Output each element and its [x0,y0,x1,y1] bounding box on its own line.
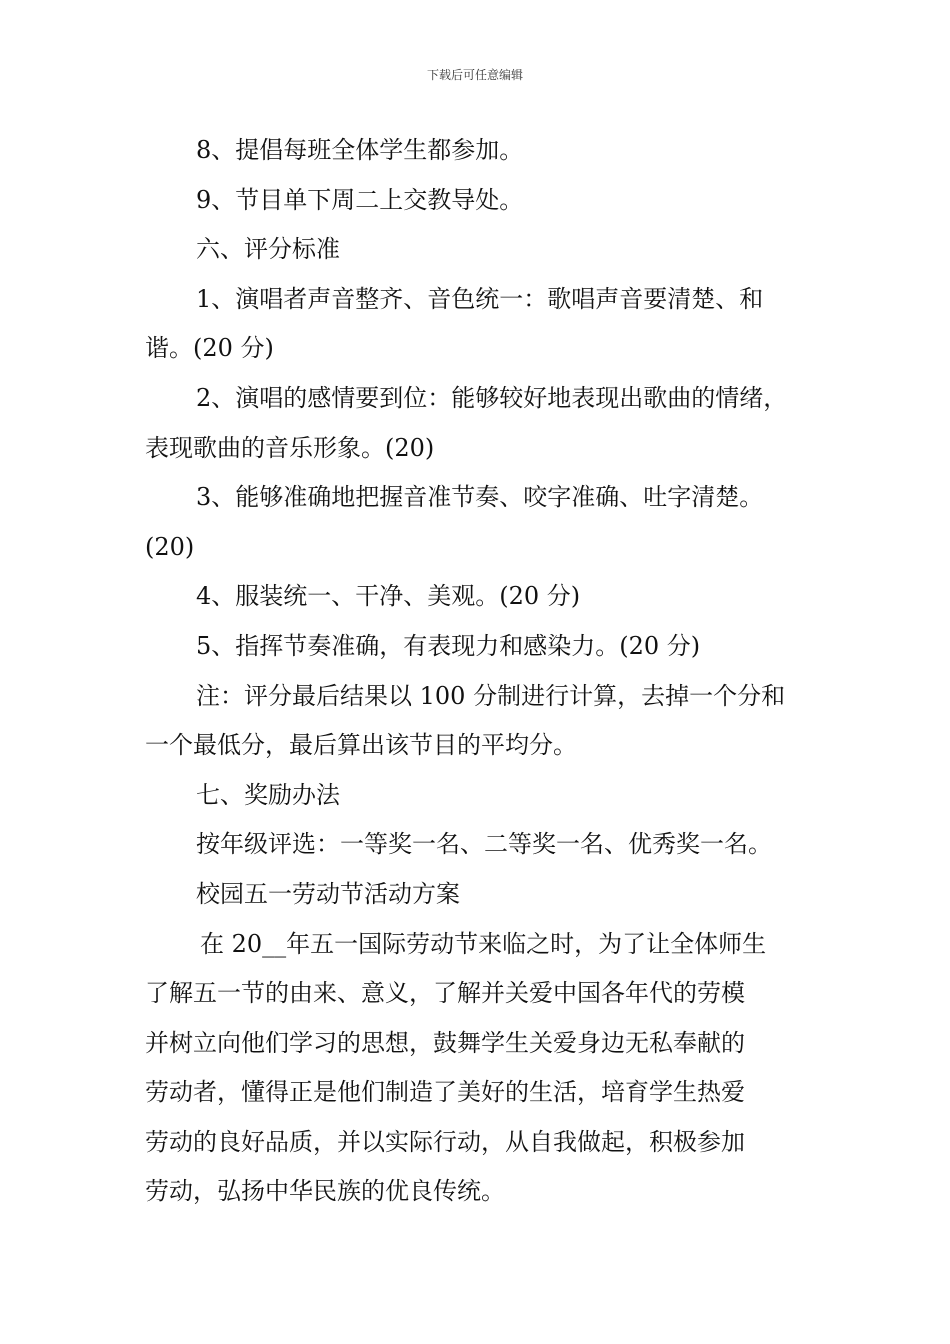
section-heading: 校园五一劳动节活动方案 [196,879,460,908]
text-line: 按年级评选：一等奖一名、二等奖一名、优秀奖一名。 [196,830,772,859]
text-line: 4、服装统一、干净、美观。(20 分) [196,582,581,611]
page-header: 下载后可任意编辑 [426,68,523,82]
text-line: 3、能够准确地把握音准节奏、咬字准确、吐字清楚。 [196,483,764,512]
text-line: 2、演唱的感情要到位：能够较好地表现出歌曲的情绪， [196,383,788,412]
text-line: 并树立向他们学习的思想，鼓舞学生关爱身边无私奉献的 [145,1028,745,1057]
text-line: 5、指挥节奏准确，有表现力和感染力。(20 分) [196,631,701,660]
text-line: 1、演唱者声音整齐、音色统一：歌唱声音要清楚、和 [196,284,764,313]
section-heading: 七、奖励办法 [196,780,340,809]
text-line: 表现歌曲的音乐形象。(20) [145,433,435,462]
text-line: 劳动者，懂得正是他们制造了美好的生活，培育学生热爱 [145,1078,745,1107]
text-line: 劳动的良好品质，并以实际行动，从自我做起，积极参加 [145,1127,745,1156]
text-line: 在 20__年五一国际劳动节来临之时，为了让全体师生 [200,929,767,958]
text-line: 了解五一节的由来、意义，了解并关爱中国各年代的劳模 [145,979,745,1008]
text-line: 一个最低分，最后算出该节目的平均分。 [145,731,577,760]
text-line: (20) [145,532,195,561]
text-line: 注：评分最后结果以 100 分制进行计算，去掉一个分和 [196,681,786,710]
section-heading: 六、评分标准 [196,235,340,264]
text-line: 8、提倡每班全体学生都参加。 [196,136,524,164]
text-line: 劳动，弘扬中华民族的优良传统。 [145,1177,505,1206]
text-line: 谐。(20 分) [145,334,274,363]
text-line: 9、节目单下周二上交教导处。 [196,185,524,214]
document-body [145,126,809,1217]
